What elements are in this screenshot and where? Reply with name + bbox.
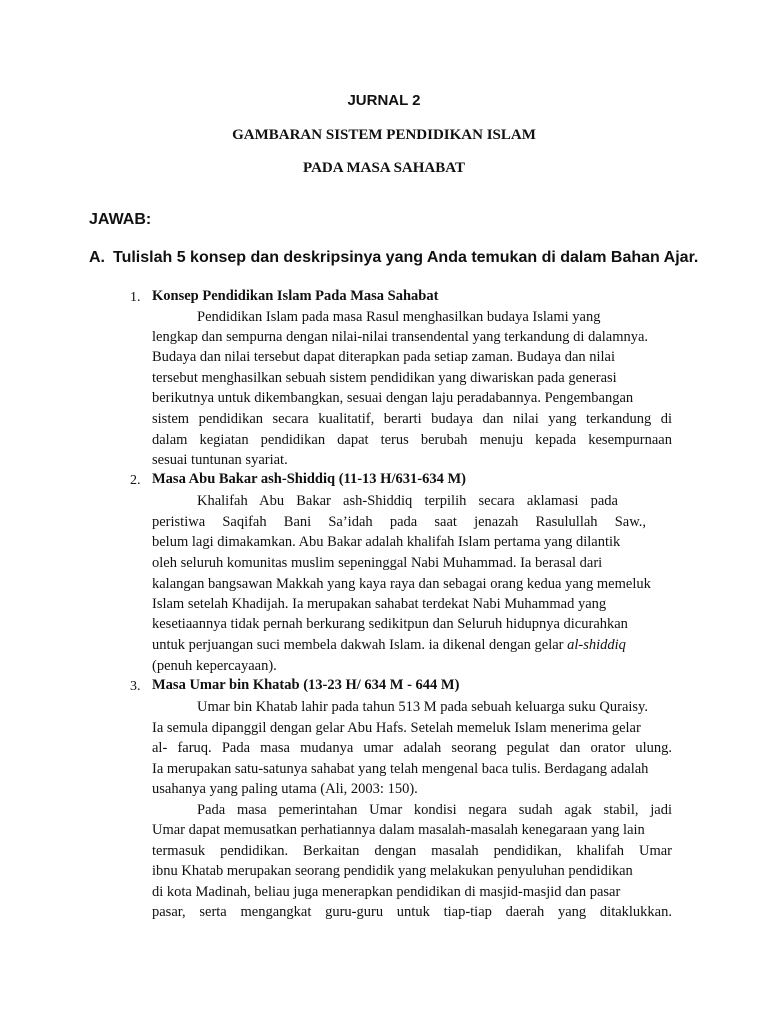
paragraph-line: oleh seluruh komunitas muslim sepeninggal Nabi Muhammad. Ia berasal dari [152,555,603,571]
paragraph-line: untuk perjuangan suci membela dakwah Islam. ia dikenal dengan gelar [152,637,568,653]
paragraph-line-with-term [152,635,672,655]
paragraph-line: Budaya dan nilai tersebut dapat diterapkan pada setiap zaman. Budaya dan nilai [152,349,616,365]
paragraph-line: Khalifah Abu Bakar ash-Shiddiq terpilih secara aklamasi pada [197,493,618,509]
paragraph-line: al- faruq. Pada masa mudanya umar adalah seorang pegulat dan orator ulung. [152,740,672,756]
paragraph-line: Pendidikan Islam pada masa Rasul menghasilkan budaya Islami yang [197,309,601,325]
paragraph-line: Islam setelah Khadijah. Ia merupakan sahabat terdekat Nabi Muhammad yang [152,596,607,612]
item-number: 1. [130,290,141,305]
paragraph-line: sesuai tuntunan syariat. [152,452,288,468]
paragraph-line: tersebut menghasilkan sebuah sistem pendidikan yang diwariskan pada generasi [152,370,617,386]
journal-title: JURNAL 2 [347,92,421,109]
document-subtitle-1: GAMBARAN SISTEM PENDIDIKAN ISLAM [232,127,536,143]
paragraph-line: peristiwa Saqifah Bani Sa’idah pada saat jenazah Rasulullah Saw., [152,514,646,530]
paragraph-line: kalangan bangsawan Makkah yang kaya raya dan sebagai orang kedua yang memeluk [152,576,651,592]
section-a-text: Tulislah 5 konsep dan deskripsinya yang Anda temukan di dalam Bahan Ajar. [113,249,699,266]
item-title: Konsep Pendidikan Islam Pada Masa Sahabat [152,288,439,304]
item-title: Masa Umar bin Khatab (13-23 H/ 634 M - 644 M) [152,677,460,693]
paragraph-line: lengkap dan sempurna dengan nilai-nilai transendental yang terkandung di dalamnya. [152,329,649,345]
paragraph-line: Umar dapat memusatkan perhatiannya dalam masalah-masalah kenegaraan yang lain [152,822,645,838]
item-number: 2. [130,473,141,488]
item-title: Masa Abu Bakar ash-Shiddiq (11-13 H/631-634 M) [152,471,466,487]
paragraph-line: di kota Madinah, beliau juga menerapkan pendidikan di masjid-masjid dan pasar [152,884,621,900]
paragraph-line: dalam kegiatan pendidikan dapat terus berubah menuju kepada kesempurnaan [152,432,672,448]
section-a-heading [89,249,698,267]
document-subtitle-2: PADA MASA SAHABAT [303,160,465,176]
paragraph-line: Pada masa pemerintahan Umar kondisi negara sudah agak stabil, jadi [197,802,672,818]
paragraph-line: ibnu Khatab merupakan seorang pendidik yang melakukan penyuluhan pendidikan [152,863,633,879]
italic-term: al-shiddiq [567,637,626,653]
item-number: 3. [130,679,141,694]
paragraph-line: Ia merupakan satu-satunya sahabat yang telah mengenal baca tulis. Berdagang adalah [152,761,649,777]
paragraph-line: Ia semula dipanggil dengan gelar Abu Hafs. Setelah memeluk Islam menerima gelar [152,720,641,736]
paragraph-line: termasuk pendidikan. Berkaitan dengan masalah pendidikan, khalifah Umar [152,843,672,859]
paragraph-line: (penuh kepercayaan). [152,658,277,674]
paragraph-line: usahanya yang paling utama (Ali, 2003: 150). [152,781,418,797]
paragraph-line: Umar bin Khatab lahir pada tahun 513 M pada sebuah keluarga suku Quraisy. [197,699,648,715]
section-letter: A. [89,249,105,266]
answer-label: JAWAB: [89,211,152,228]
paragraph-line: kesetiaannya tidak pernah berkurang sedikitpun dan Seluruh hidupnya dicurahkan [152,616,628,632]
paragraph-line: belum lagi dimakamkan. Abu Bakar adalah khalifah Islam pertama yang dilantik [152,534,621,550]
paragraph-line: pasar, serta mengangkat guru-guru untuk tiap-tiap daerah yang ditaklukkan. [152,904,672,920]
paragraph-line: sistem pendidikan secara kualitatif, berarti budaya dan nilai yang terkandung di [152,411,672,427]
paragraph-line: berikutnya untuk dikembangkan, sesuai dengan laju peradabannya. Pengembangan [152,390,634,406]
